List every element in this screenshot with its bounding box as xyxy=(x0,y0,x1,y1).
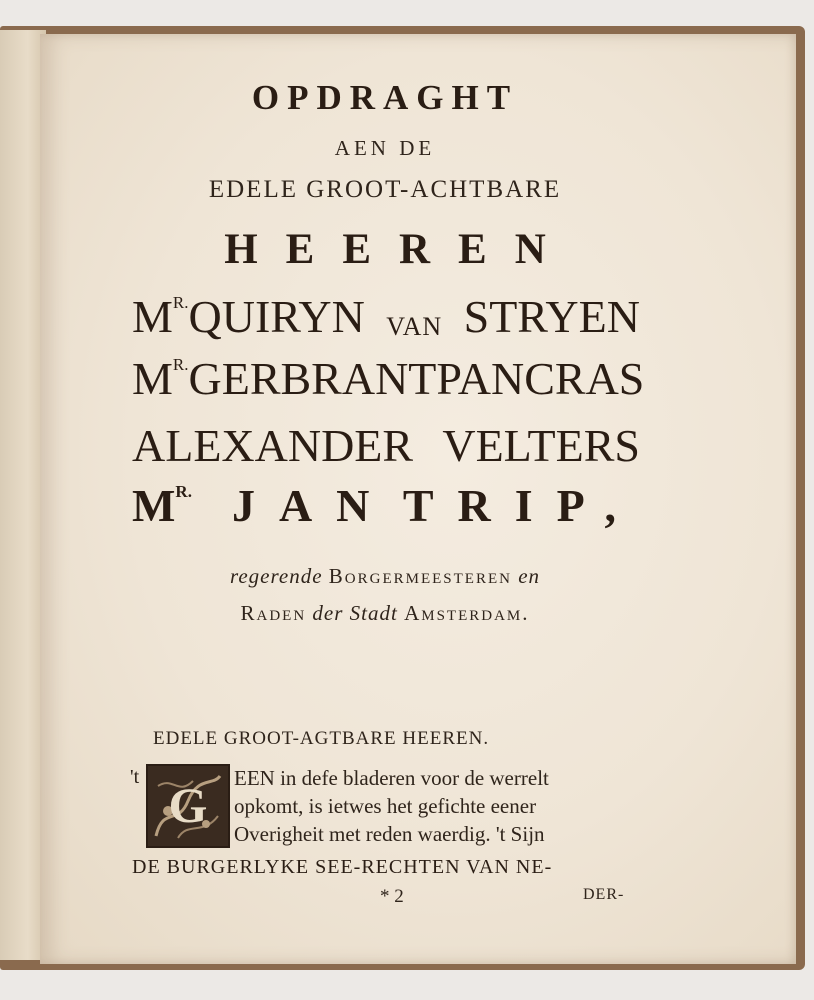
name-last: STRYEN xyxy=(463,291,640,342)
body-line-2: opkomt, is ietwes het gefichte eener xyxy=(234,794,537,818)
name-alexander-velters xyxy=(132,417,640,469)
raden-line: Raden der Stadt Amsterdam. xyxy=(240,601,530,625)
edele-groot-line: EDELE GROOT-ACHTBARE xyxy=(208,176,562,203)
name-last: PANCRAS xyxy=(436,353,645,404)
dedication-title: OPDRAGHT xyxy=(251,78,519,117)
name-first-part: $M^{R.}QUIRYN$ xyxy=(132,291,365,342)
decorated-initial-g xyxy=(146,764,230,848)
regerende-line: regerende Borgermeesteren en xyxy=(229,564,541,588)
name-jan-trip xyxy=(132,477,640,529)
body-line-1: EEN in defe bladeren voor de werrelt xyxy=(234,766,549,790)
body-line-3: Overigheit met reden waerdig. 't Sijn xyxy=(234,822,545,846)
body-line-4: DE BURGERLYKE SEE-RECHTEN VAN NE- xyxy=(132,856,553,878)
name-gerbrant-pancras xyxy=(132,350,645,404)
name-first-part: $M^{R.}GERBRANT$ xyxy=(132,353,437,404)
catchword: DER- xyxy=(583,886,625,903)
name-first-part: $M^{R.}$ JAN xyxy=(132,480,394,531)
name-first: ALEXANDER xyxy=(132,420,414,471)
salutation: EDELE GROOT-AGTBARE HEEREN. xyxy=(153,728,490,749)
signature-mark: * 2 xyxy=(380,886,404,907)
svg-text:G: G xyxy=(168,777,208,833)
aen-de-line: AEN DE xyxy=(334,136,436,160)
name-quiryn-van-stryen xyxy=(132,288,640,340)
name-van: VAN xyxy=(386,312,443,341)
heeren-line: HEEREN xyxy=(224,226,574,273)
name-last: TRIP, xyxy=(402,480,640,531)
name-last: VELTERS xyxy=(442,420,640,471)
ornament-icon xyxy=(148,766,228,846)
opening-quote: 't xyxy=(130,766,140,788)
